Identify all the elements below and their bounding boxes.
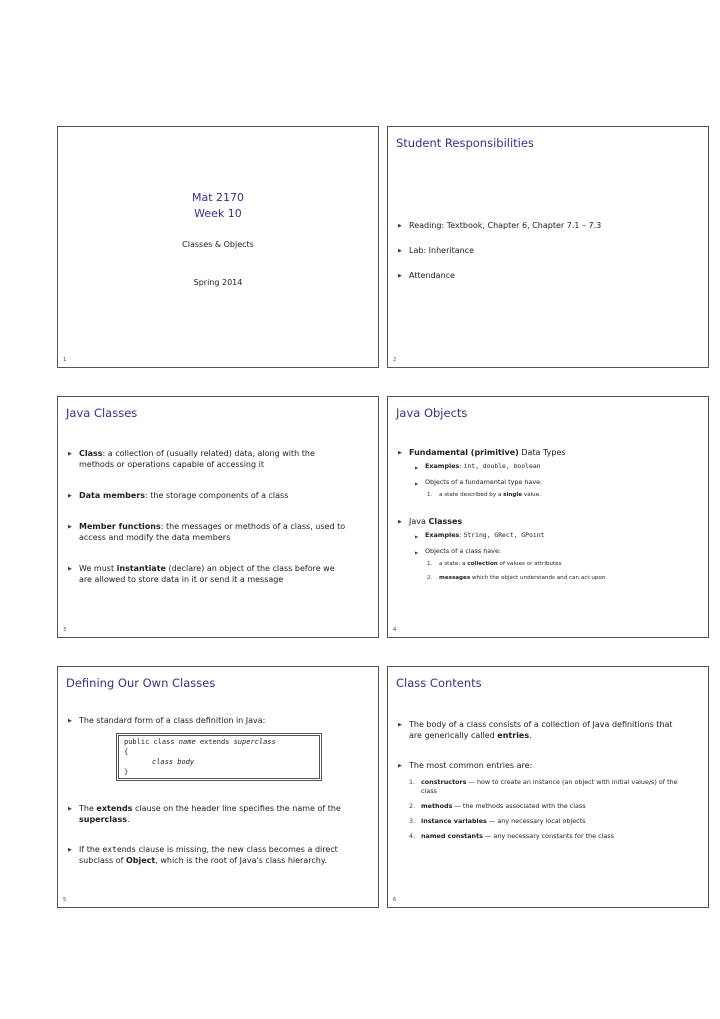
text: : the messages or methods of a class, used to access and modify the data members xyxy=(79,522,346,542)
code: extends xyxy=(102,845,137,854)
list-item: ▶ The body of a class consists of a collection of Java definitions that are generically called entries. xyxy=(396,719,681,741)
page-number: 3 xyxy=(63,627,67,633)
text: We must xyxy=(79,564,117,573)
slide-2 xyxy=(387,126,709,368)
sub-item: ▶ Examples: String, GRect, GPoint xyxy=(415,531,696,540)
term: Member functions xyxy=(79,522,161,531)
label: Examples xyxy=(425,531,460,539)
sub-item xyxy=(415,478,696,499)
term: Object xyxy=(125,856,156,865)
list-item xyxy=(66,490,346,501)
term: named constants xyxy=(421,832,483,840)
term: superclass xyxy=(79,815,127,824)
code-block xyxy=(116,733,322,781)
date: Spring 2014 xyxy=(193,278,243,287)
text: Objects of a class have: xyxy=(425,547,502,555)
week-title: Week 10 xyxy=(194,207,242,220)
term: methods xyxy=(421,802,453,810)
sub-list xyxy=(415,531,696,582)
list-item: ▶ Reading: Textbook, Chapter 6, Chapter 7.1 – 7.3 xyxy=(396,220,696,231)
bullet-list xyxy=(396,719,681,841)
term: messages xyxy=(439,575,471,581)
numbered-item: 3. instance variables — any necessary local objects xyxy=(409,817,586,825)
numbered-item: 1. constructors — how to create an instance (an object with initial value/s) of the class xyxy=(409,778,678,795)
text: Data Types xyxy=(518,448,566,457)
slide-1 xyxy=(57,126,379,368)
term: instance variables xyxy=(421,817,487,825)
list-item xyxy=(66,521,346,543)
code: String, GRect, GPoint xyxy=(463,531,545,539)
subtitle: Classes & Objects xyxy=(182,240,254,249)
slide-3 xyxy=(57,396,379,638)
page-number: 6 xyxy=(393,897,397,903)
list-item xyxy=(66,448,346,470)
list-item: ▶ If the extends clause is missing, the new class becomes a direct subclass of Object, which is the root of Java's class hierarchy. xyxy=(66,844,356,866)
slide-title: Defining Our Own Classes xyxy=(66,676,216,690)
term: Data members xyxy=(79,491,146,500)
sub-item: ▶ Examples: int, double, boolean xyxy=(415,462,696,471)
term: instantiate xyxy=(116,564,166,573)
term: Classes xyxy=(428,517,463,526)
numbered-list xyxy=(427,491,696,499)
text: a state described by a xyxy=(439,492,504,498)
list-item: ▶ The extends clause on the header line specifies the name of the superclass. xyxy=(66,803,356,825)
list-item xyxy=(396,516,696,582)
list-item: ▶ The most common entries are: 1. constructors — how to create an instance (an object with initial value/s) of the class 2. methods — the methods associated with the class 3. instance variables — any necessary local objects 4. named constants — any necessary constants for the class xyxy=(396,760,681,841)
text: : the storage components of a class xyxy=(145,491,289,500)
term: constructors xyxy=(421,778,467,786)
numbered-item: 1. a state described by a single value. xyxy=(427,492,541,498)
code: int, double, boolean xyxy=(463,462,541,470)
term: collection xyxy=(467,561,498,567)
text: Java xyxy=(409,517,429,526)
slide-title: Java Objects xyxy=(396,406,468,420)
text: (declare) an object of the class before we are allowed to store data in it or send it a message xyxy=(79,564,335,584)
slide-title: Student Responsibilities xyxy=(396,136,534,150)
sub-list xyxy=(415,462,696,499)
label: Examples xyxy=(425,462,460,470)
text: : a collection of (usually related) data, along with the methods or operations capable of accessing it xyxy=(79,449,315,469)
list-item: ▶ The standard form of a class definition in Java: xyxy=(66,715,356,726)
numbered-item: 2. messages which the object understands and can act upon xyxy=(427,575,606,581)
term: entries xyxy=(497,731,530,740)
bullet-list xyxy=(66,448,346,585)
numbered-item: 4. named constants — any necessary constants for the class xyxy=(409,832,614,840)
sub-item xyxy=(415,547,696,582)
list-item xyxy=(66,563,346,585)
course-title: Mat 2170 xyxy=(191,191,245,204)
bullet-list xyxy=(66,803,356,866)
code-line: } xyxy=(124,768,129,776)
term: Class xyxy=(79,449,103,458)
list-item xyxy=(396,447,696,499)
page-number: 1 xyxy=(63,357,67,363)
term: single xyxy=(503,492,523,498)
text: a state: a xyxy=(439,561,468,567)
slide-title: Java Classes xyxy=(66,406,138,420)
slide-5 xyxy=(57,666,379,908)
slide-6 xyxy=(387,666,709,908)
numbered-list xyxy=(427,560,696,582)
page-number: 5 xyxy=(63,897,67,903)
text: value. xyxy=(522,492,541,498)
term: Fundamental (primitive) xyxy=(409,448,519,457)
page-number: 4 xyxy=(393,627,397,633)
numbered-item: 1. a state: a collection of values or attributes xyxy=(427,561,562,567)
numbered-list xyxy=(409,778,681,841)
code-line: class body xyxy=(152,758,195,766)
text: which the object understands and can act upon xyxy=(470,575,606,581)
text: of values or attributes xyxy=(497,561,562,567)
term: extends xyxy=(96,804,133,813)
slide-4 xyxy=(387,396,709,638)
code-line: public class name extends superclass xyxy=(124,738,276,746)
text: Objects of a fundamental type have: xyxy=(425,478,543,486)
bullet-list xyxy=(396,220,696,281)
list-item: ▶ Lab: Inheritance xyxy=(396,245,696,256)
page-number: 2 xyxy=(393,357,397,363)
slide-title: Class Contents xyxy=(396,676,482,690)
bullet-list xyxy=(396,447,696,582)
code-line: { xyxy=(124,748,129,756)
list-item: ▶ Attendance xyxy=(396,270,696,281)
numbered-item: 2. methods — the methods associated with the class xyxy=(409,802,586,810)
bullet-list xyxy=(66,715,356,726)
